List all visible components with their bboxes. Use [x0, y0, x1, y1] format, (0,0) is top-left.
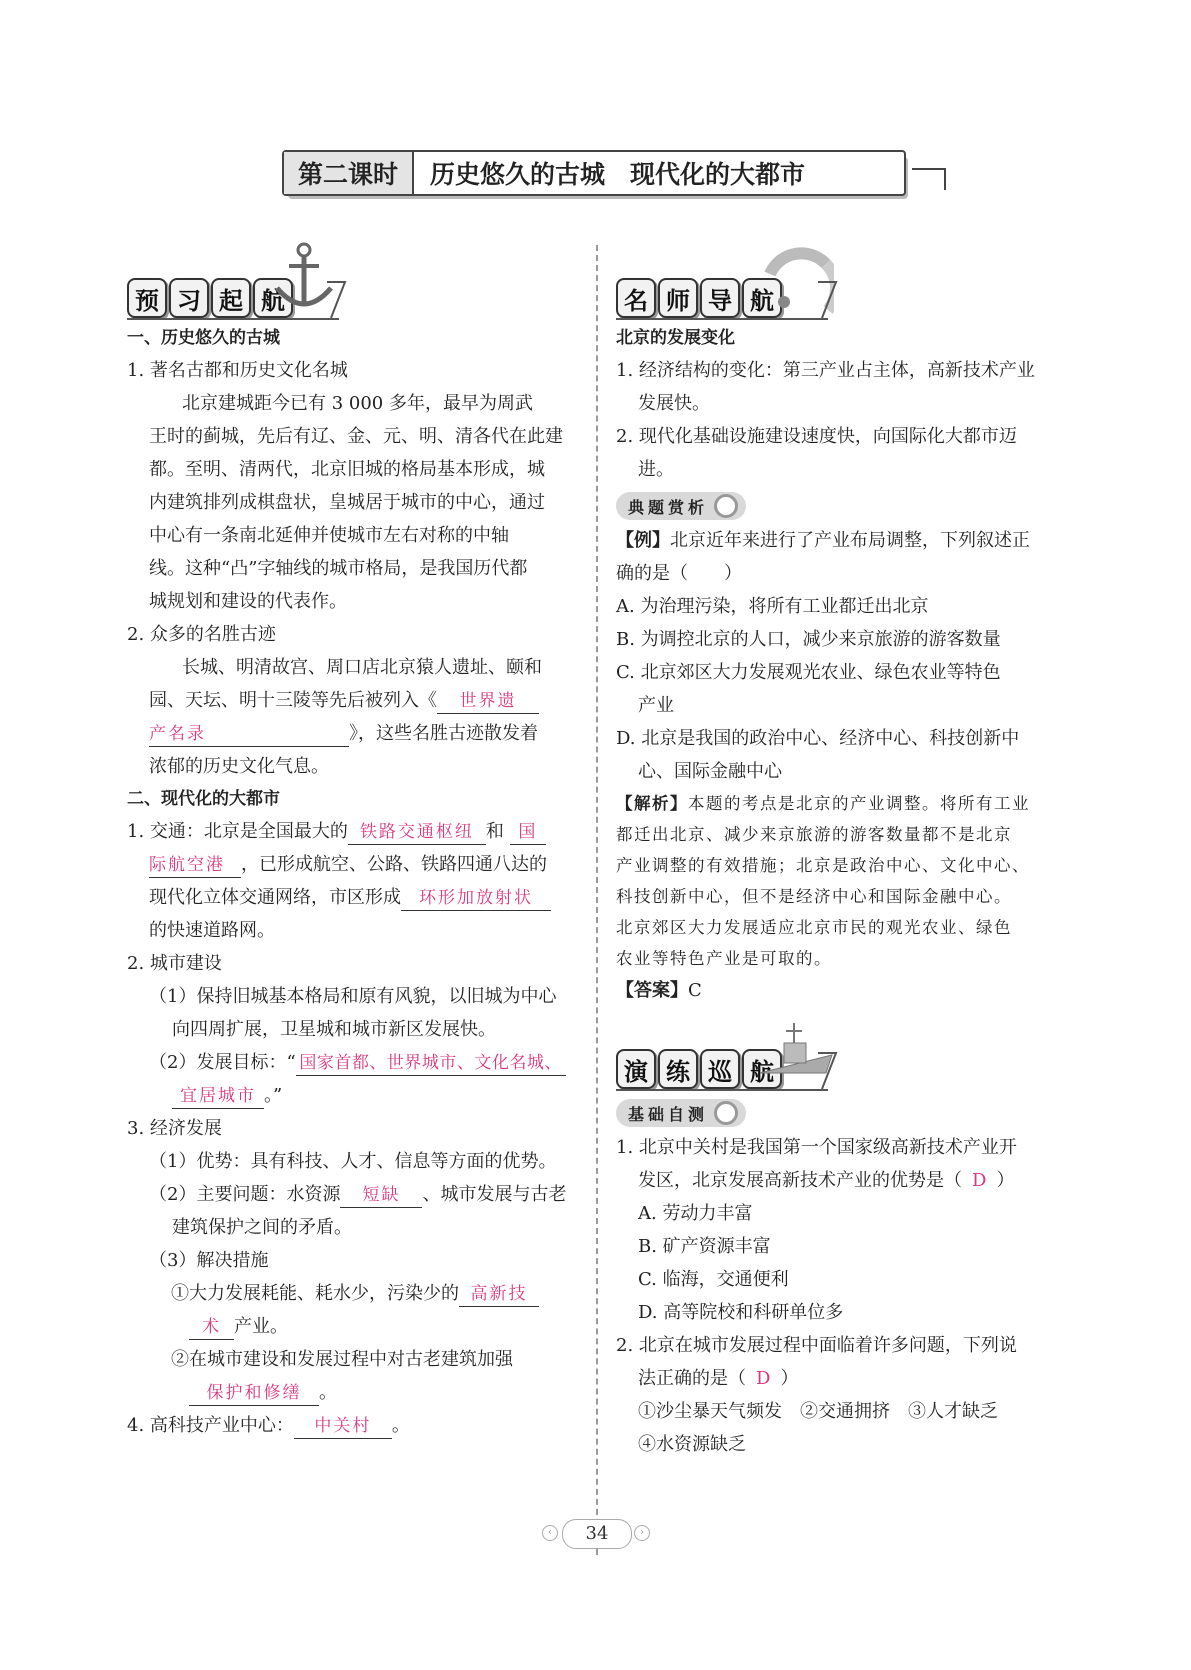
text: （2）发展目标：“ — [149, 1052, 296, 1073]
analysis-line — [616, 788, 1068, 819]
answer-blank: 世界遗 — [437, 689, 539, 714]
item-title: 2. 众多的名胜古迹 — [127, 624, 276, 645]
analysis-line: 北京郊区大力发展适应北京市民的观光农业、绿色 — [616, 918, 1012, 937]
text: 1. 交通：北京是全国最大的 — [127, 821, 348, 842]
paragraph-line — [616, 1164, 1068, 1197]
left-column — [127, 240, 577, 1442]
answer-blank: 环形加放射状 — [401, 886, 551, 911]
choice-answer: D — [756, 1368, 771, 1389]
paragraph-line: 2. 现代化基础设施建设速度快，向国际化大都市迈 — [616, 426, 1017, 447]
header-flourish-icon — [816, 1049, 838, 1091]
paragraph-line — [127, 1310, 577, 1343]
paragraph-line: （1）保持旧城基本格局和原有风貌，以旧城为中心 — [149, 986, 557, 1007]
item-title: 1. 著名古都和历史文化名城 — [127, 360, 348, 381]
option-c: C. 临海，交通便利 — [638, 1269, 789, 1290]
pill-example-analysis — [616, 492, 746, 520]
heading-beijing-change: 北京的发展变化 — [616, 328, 735, 348]
paragraph-line — [616, 1362, 1068, 1395]
text: 现代化立体交通网络，市区形成 — [149, 887, 401, 908]
option-d-cont: 心、国际金融中心 — [638, 761, 782, 782]
option-c-cont: 产业 — [638, 695, 674, 716]
paragraph-line — [127, 684, 577, 717]
paragraph-line: 都。至明、清两代，北京旧城的格局基本形成，城 — [149, 459, 545, 480]
answer-blank: 际航空港 — [149, 853, 241, 878]
analysis-tag: 【解析】 — [616, 794, 688, 813]
text: ） — [996, 1170, 1015, 1191]
pill-label: 典题赏析 — [628, 497, 709, 517]
analysis-line: 都迁出北京、减少来京旅游的游客数量都不是北京 — [616, 825, 1012, 844]
text: 、城市发展与古老 — [422, 1184, 567, 1205]
answer-tag: 【答案】 — [616, 980, 688, 1001]
answer-blank: 术 — [189, 1315, 234, 1340]
paragraph-line: 王时的蓟城，先后有辽、金、元、明、清各代在此建 — [149, 426, 563, 447]
text: 。” — [264, 1085, 283, 1106]
paragraph-line — [127, 815, 577, 848]
text: ） — [780, 1368, 799, 1389]
answer-blank: 产名录 — [149, 722, 349, 747]
option-b: B. 矿产资源丰富 — [638, 1236, 771, 1257]
answer-blank: 中关村 — [294, 1414, 392, 1439]
lesson-title: 历史悠久的古城 现代化的大都市 — [430, 160, 806, 189]
right-column — [616, 240, 1068, 1461]
analysis-line: 科技创新中心，但不是经济中心和国际金融中心。 — [616, 887, 1012, 906]
paragraph-line — [127, 1046, 577, 1079]
text: 北京近年来进行了产业布局调整，下列叙述正 — [670, 530, 1030, 551]
badge-char: 航 — [742, 278, 782, 318]
paragraph-line — [127, 1277, 577, 1310]
section-badge — [616, 278, 782, 318]
paragraph-line — [127, 717, 577, 750]
header-flourish-icon — [325, 278, 347, 320]
paragraph-line: 发展快。 — [638, 393, 710, 414]
option-b: B. 为调控北京的人口，减少来京旅游的游客数量 — [616, 629, 1001, 650]
paragraph-line — [127, 848, 577, 881]
text: ，已形成航空、公路、铁路四通八达的 — [241, 854, 547, 875]
paragraph-line: 城规划和建设的代表作。 — [149, 591, 347, 612]
header-flourish-icon — [816, 278, 838, 320]
paragraph-line: 浓郁的历史文化气息。 — [149, 756, 329, 777]
example-tag: 【例】 — [616, 530, 670, 551]
title-decoration — [912, 168, 946, 190]
paragraph-line: 1. 经济结构的变化：第三产业占主体，高新技术产业 — [616, 360, 1035, 381]
badge-char: 习 — [169, 278, 209, 318]
answer-blank: 宜居城市 — [172, 1084, 264, 1109]
question-1: 1. 北京中关村是我国第一个国家级高新技术产业开 — [616, 1137, 1017, 1158]
magnifier-icon — [714, 494, 738, 518]
text: 法正确的是（ — [638, 1368, 746, 1389]
paragraph-line: （3）解决措施 — [149, 1250, 269, 1271]
badge-char: 导 — [700, 278, 740, 318]
choice-answer: D — [972, 1170, 987, 1191]
page-number: 34 — [562, 1519, 632, 1549]
text: 产业。 — [234, 1316, 288, 1337]
paragraph-line — [127, 881, 577, 914]
lesson-title-banner — [282, 150, 912, 200]
badge-char: 航 — [742, 1049, 782, 1089]
badge-char: 起 — [211, 278, 251, 318]
option-c: C. 北京郊区大力发展观光农业、绿色农业等特色 — [616, 662, 1001, 683]
text: 本题的考点是北京的产业调整。将所有工业 — [688, 794, 1030, 813]
text: 。 — [391, 1415, 410, 1436]
answer-value: C — [688, 980, 702, 1001]
option-list: ①沙尘暴天气频发 ②交通拥挤 ③人才缺乏 — [638, 1401, 998, 1422]
paragraph-line: 中心有一条南北延伸并使城市左右对称的中轴 — [149, 525, 509, 546]
badge-char: 练 — [658, 1049, 698, 1089]
option-d: D. 北京是我国的政治中心、经济中心、科技创新中 — [616, 728, 1020, 749]
badge-char: 师 — [658, 278, 698, 318]
analysis-line: 农业等特色产业是可取的。 — [616, 949, 832, 968]
paragraph-line: 进。 — [638, 459, 674, 480]
header-underline — [127, 318, 339, 320]
option-a: A. 为治理污染，将所有工业都迁出北京 — [616, 596, 929, 617]
column-divider — [596, 245, 598, 1555]
section-header-preview — [127, 240, 577, 314]
paragraph-line: 向四周扩展，卫星城和城市新区发展快。 — [172, 1019, 496, 1040]
answer-blank: 国家首都、世界城市、文化名城、 — [296, 1051, 566, 1076]
heading-modern-city: 二、现代化的大都市 — [127, 789, 280, 809]
item-title: 3. 经济发展 — [127, 1118, 222, 1139]
paragraph-line: （1）优势：具有科技、人才、信息等方面的优势。 — [149, 1151, 557, 1172]
item-title: 2. 城市建设 — [127, 953, 222, 974]
chevron-right-icon: › — [634, 1525, 650, 1541]
paragraph-line: ②在城市建设和发展过程中对古老建筑加强 — [171, 1349, 513, 1370]
text: 发区，北京发展高新技术产业的优势是（ — [638, 1170, 962, 1191]
paragraph-line: 北京建城距今已有 3 000 多年，最早为周武 — [182, 393, 533, 414]
badge-char: 巡 — [700, 1049, 740, 1089]
lesson-tag: 第二课时 — [284, 152, 414, 194]
paragraph-line: 线。这种“凸”字轴线的城市格局，是我国历代都 — [149, 558, 528, 579]
paragraph-line: 内建筑排列成棋盘状，皇城居于城市的中心，通过 — [149, 492, 545, 513]
paragraph-line — [127, 1079, 577, 1112]
header-underline — [616, 318, 828, 320]
paragraph-line: 长城、明清故宫、周口店北京猿人遗址、颐和 — [182, 657, 542, 678]
answer-blank: 高新技 — [459, 1282, 539, 1307]
text: 4. 高科技产业中心： — [127, 1415, 294, 1436]
paragraph-line — [616, 524, 1068, 557]
paragraph-line — [127, 1376, 577, 1409]
header-underline — [616, 1089, 828, 1091]
option-d: D. 高等院校和科研单位多 — [638, 1302, 844, 1323]
section-header-practice — [616, 1011, 1068, 1085]
badge-char: 名 — [616, 278, 656, 318]
text: （2）主要问题：水资源 — [149, 1184, 341, 1205]
question-2: 2. 北京在城市发展过程中面临着许多问题，下列说 — [616, 1335, 1017, 1356]
text: 》，这些名胜古迹散发着 — [349, 723, 538, 744]
analysis-line: 产业调整的有效措施；北京是政治中心、文化中心、 — [616, 856, 1030, 875]
answer-blank: 铁路交通枢纽 — [348, 820, 486, 845]
text: 。 — [319, 1382, 337, 1403]
paragraph-line: 的快速道路网。 — [149, 920, 275, 941]
option-a: A. 劳动力丰富 — [638, 1203, 753, 1224]
paragraph-line — [127, 1178, 577, 1211]
chevron-left-icon: ‹ — [542, 1525, 558, 1541]
answer-blank: 保护和修缮 — [189, 1381, 319, 1406]
answer-blank: 国 — [510, 820, 546, 845]
answer-line — [616, 974, 1068, 1007]
paragraph-line: 建筑保护之间的矛盾。 — [172, 1217, 352, 1238]
title-box — [282, 150, 906, 196]
text: 和 — [485, 821, 504, 842]
page-footer — [538, 1513, 654, 1557]
heading-ancient-city: 一、历史悠久的古城 — [127, 328, 280, 348]
badge-char: 演 — [616, 1049, 656, 1089]
magnifier-icon — [714, 1101, 738, 1125]
paragraph-line — [127, 1409, 577, 1442]
badge-char: 预 — [127, 278, 167, 318]
answer-blank: 短缺 — [340, 1183, 422, 1208]
paragraph-line: 确的是（ ） — [616, 563, 742, 584]
option-list: ④水资源缺乏 — [638, 1434, 746, 1455]
pill-label: 基础自测 — [628, 1104, 709, 1124]
section-header-teacher — [616, 240, 1068, 314]
text: 园、天坛、明十三陵等先后被列入《 — [149, 690, 437, 711]
text: ①大力发展耗能、耗水少，污染少的 — [171, 1283, 459, 1304]
badge-char: 航 — [253, 278, 293, 318]
pill-basic-test — [616, 1099, 746, 1127]
